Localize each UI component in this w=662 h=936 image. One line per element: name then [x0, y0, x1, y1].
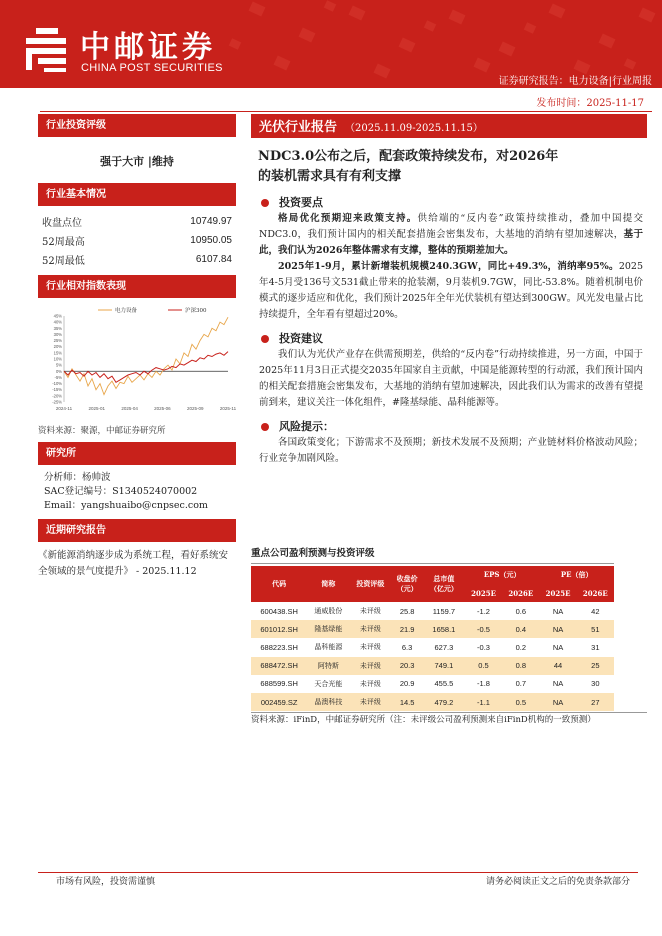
basic-info-table — [38, 212, 236, 269]
table-row — [251, 693, 614, 711]
cell-eps25: -0.3 — [477, 642, 490, 652]
report-period: （2025.11.09-2025.11.15） — [345, 123, 483, 134]
cell-mcap: 749.1 — [423, 657, 465, 675]
cell-eps26: 0.4 — [502, 620, 539, 638]
cell-rating: 未评级 — [349, 620, 391, 638]
cell-name: 阿特斯 — [307, 657, 349, 675]
cell-price: 20.9 — [399, 679, 415, 689]
cell-eps26: 0.2 — [515, 642, 526, 652]
analyst-info — [38, 465, 236, 519]
table-row — [251, 638, 614, 656]
col-mcap — [423, 566, 465, 602]
col-pe-2025: 2025E — [539, 584, 576, 602]
cell-price: 21.9 — [391, 620, 423, 638]
cell-eps25: -0.5 — [465, 620, 502, 638]
analyst-email[interactable]: Email：yangshuaibo@cnpsec.com — [44, 500, 208, 511]
col-mcap-label: 总市值 — [433, 574, 455, 583]
y-tick-label: -15% — [52, 387, 62, 393]
cell-rating: 未评级 — [359, 679, 381, 688]
y-tick-label: 25% — [53, 338, 62, 344]
brand-name-cn: 中邮证券 — [80, 30, 216, 65]
cell-price: 6.3 — [401, 642, 413, 652]
cell-pe26: 31 — [591, 642, 600, 652]
headline-line-2: 的装机需求具有有利支撑 — [258, 169, 402, 184]
cell-mcap: 1159.7 — [432, 606, 456, 616]
col-eps-2026: 2026E — [502, 584, 539, 602]
x-tick-label: 2025-06 — [154, 406, 171, 411]
y-tick-label: -20% — [52, 393, 62, 399]
table-row — [251, 675, 614, 693]
cell-name: 隆基绿能 — [307, 620, 349, 638]
x-tick-label: 2024-11 — [55, 406, 73, 411]
cell-pe26: 27 — [577, 693, 614, 711]
cell-code: 688472.SH — [251, 657, 307, 675]
chart-source: 资料来源：聚源，中邮证券研究所 — [38, 426, 166, 436]
headline-line-1: NDC3.0公布之后，配套政策持续发布，对2026年 — [258, 149, 559, 164]
info-value: 6107.84 — [195, 254, 232, 265]
cell-eps25: 0.5 — [465, 657, 502, 675]
bullet-dot-icon — [261, 423, 269, 431]
cell-code: 688599.SH — [260, 679, 298, 689]
cell-pe26: 30 — [591, 679, 600, 689]
cell-pe25: NA — [552, 679, 564, 689]
forecast-table — [251, 566, 614, 711]
bullet-dot-icon — [261, 199, 269, 207]
cell-pe26: 42 — [591, 606, 600, 616]
footer-rule — [38, 872, 638, 873]
publish-date-row — [0, 94, 662, 114]
info-row — [38, 212, 236, 231]
point-paragraph-2 — [251, 259, 647, 323]
report-title: 光伏行业报告 — [259, 120, 338, 135]
risk-heading — [251, 419, 647, 435]
y-tick-label: -25% — [52, 399, 62, 405]
cell-mcap: 627.3 — [434, 642, 454, 652]
cell-price: 20.3 — [391, 657, 423, 675]
main-content — [251, 114, 647, 467]
left-sidebar — [38, 114, 236, 580]
research-heading: 研究所 — [38, 442, 236, 465]
risk-heading-text: 风险提示： — [279, 420, 334, 433]
x-tick-label: 2025-11 — [219, 406, 236, 411]
basic-info-heading: 行业基本情况 — [38, 183, 236, 206]
y-tick-label: 15% — [53, 350, 62, 356]
y-tick-label: 0% — [55, 368, 62, 374]
advice-heading — [251, 331, 647, 347]
points-heading — [251, 195, 647, 211]
col-eps: EPS（元） — [465, 566, 540, 584]
cell-eps26: 0.7 — [515, 679, 526, 689]
cell-rating: 未评级 — [359, 643, 381, 652]
info-label: 收盘点位 — [42, 218, 82, 229]
table-source: 资料来源：iFinD，中邮证券研究所（注：未评级公司盈利预测来自iFinD机构的一致预测） — [251, 712, 647, 727]
bullet-dot-icon — [261, 335, 269, 343]
header-rule — [40, 111, 652, 112]
p1-text: 供给端的“反内卷”政策持续推动，叠加中国提交NDC3.0，我们预计国内的相关配套措施会密集发布，大基地的消纳有望加速解决， — [259, 213, 643, 240]
cell-pe25: NA — [552, 606, 564, 616]
y-tick-label: 30% — [53, 331, 62, 337]
cell-name: 通威股份 — [314, 607, 343, 616]
cell-name: 天合光能 — [314, 679, 343, 688]
cell-eps26: 0.5 — [502, 693, 539, 711]
cell-pe25: NA — [539, 620, 576, 638]
cell-pe25: NA — [539, 693, 576, 711]
y-tick-label: -5% — [54, 374, 62, 380]
y-tick-label: 35% — [53, 325, 62, 331]
cell-mcap: 479.2 — [423, 693, 465, 711]
cell-rating: 未评级 — [359, 607, 381, 616]
col-rating: 投资评级 — [349, 566, 391, 602]
advice-paragraph: 我们认为光伏产业存在供需预期差，供给的“反内卷”行动持续推进，另一方面，中国于2025年11月3日正式提交2035年国家自主贡献，中国是能源转型的行动派，我们预计国内的相关配套措施会密集发布，大基地的消纳有望加速解决，因此我们认为需求的改善有望提前到来，建议关注一体化组件，#隆基绿能、晶科能源等。 — [259, 349, 643, 408]
x-tick-label: 2025-09 — [186, 406, 204, 411]
cell-code: 600438.SH — [260, 606, 298, 616]
y-tick-label: 20% — [53, 344, 62, 350]
x-tick-label: 2025-04 — [121, 406, 138, 411]
advice-heading-text: 投资建议 — [279, 332, 323, 345]
col-code: 代码 — [251, 566, 307, 602]
cell-eps25: -1.2 — [477, 606, 490, 616]
y-tick-label: 40% — [53, 319, 62, 325]
info-value: 10950.05 — [190, 235, 232, 246]
brand-name-en: CHINA POST SECURITIES — [81, 62, 223, 74]
info-label: 52周最高 — [42, 237, 85, 248]
cell-price: 25.8 — [399, 606, 415, 616]
risk-paragraph: 各国政策变化；下游需求不及预期；新技术发展不及预期；产业链材料价格波动风险；行业竞争加剧风险。 — [259, 437, 643, 464]
series-line-csi300 — [64, 352, 228, 383]
cell-price: 14.5 — [391, 693, 423, 711]
info-value: 10749.97 — [190, 216, 232, 227]
points-heading-text: 投资要点 — [279, 196, 323, 209]
col-eps-2025: 2025E — [465, 584, 502, 602]
col-price — [391, 566, 423, 602]
cell-pe26: 25 — [577, 657, 614, 675]
x-tick-label: 2025-01 — [88, 406, 106, 411]
p2-emphasis: 2025年1-9月，累计新增装机规模240.3GW，同比+49.3%，消纳率95%。 — [278, 261, 619, 272]
headline — [251, 147, 647, 187]
table-row — [251, 657, 614, 675]
cell-name: 晶科能源 — [314, 643, 343, 652]
cell-rating: 未评级 — [349, 693, 391, 711]
info-label: 52周最低 — [42, 256, 85, 267]
footer-risk-note: 市场有风险，投资需谨慎 — [56, 877, 156, 887]
cell-pe25: NA — [552, 642, 564, 652]
col-name: 简称 — [307, 566, 349, 602]
col-price-unit: （元） — [396, 584, 418, 593]
table-title: 重点公司盈利预测与投资评级 — [251, 545, 614, 564]
table-header-row — [251, 566, 614, 584]
cell-rating: 未评级 — [349, 657, 391, 675]
table-body — [251, 602, 614, 711]
cell-mcap: 1658.1 — [423, 620, 465, 638]
cell-eps26: 0.8 — [502, 657, 539, 675]
table-row — [251, 620, 614, 638]
relative-index-chart — [38, 302, 236, 418]
china-post-logo-icon — [18, 22, 72, 76]
cell-eps25: -1.8 — [477, 679, 490, 689]
p1-emphasis-1: 格局优化预期迎来政策支持。 — [278, 213, 418, 224]
y-tick-label: -10% — [52, 381, 62, 387]
header-banner — [0, 0, 662, 88]
legend-label: 电力设备 — [115, 308, 138, 314]
analyst-name: 分析师：杨帅波 — [44, 472, 111, 483]
cell-eps25: -1.1 — [465, 693, 502, 711]
cell-pe26: 51 — [577, 620, 614, 638]
series-line-power-equipment — [64, 317, 228, 394]
industry-rating: 强于大市 |维持 — [100, 155, 174, 168]
rating-heading: 行业投资评级 — [38, 114, 236, 137]
cell-pe25: 44 — [539, 657, 576, 675]
recent-report-link[interactable]: 《新能源消纳逐步成为系统工程，看好系统安全领域的景气度提升》 - 2025.11.12 — [38, 550, 229, 577]
table-row — [251, 602, 614, 620]
analyst-sac: SAC登记编号：S1340524070002 — [44, 486, 198, 497]
y-tick-label: 10% — [53, 356, 62, 362]
col-pe-2026: 2026E — [577, 584, 614, 602]
p1-emphasis-2: 基于此，我们认为2026年整体需求有支撑，整体的预期差加大。 — [259, 229, 643, 256]
col-price-label: 收盘价 — [396, 574, 418, 583]
publish-date: 发布时间：2025-11-17 — [536, 98, 644, 109]
footer-disclaimer: 请务必阅读正文之后的免责条款部分 — [485, 877, 630, 887]
col-mcap-unit: （亿元） — [429, 584, 458, 593]
cell-code: 688223.SH — [260, 642, 298, 652]
report-title-bar — [251, 114, 647, 138]
chart-svg — [38, 302, 236, 418]
cell-code: 002459.SZ — [251, 693, 307, 711]
cell-name: 晶澳科技 — [307, 693, 349, 711]
y-tick-label: 5% — [55, 362, 62, 368]
report-type: 证券研究报告：电力设备|行业周报 — [498, 76, 652, 87]
recent-reports-heading: 近期研究报告 — [38, 519, 236, 542]
relative-index-heading: 行业相对指数表现 — [38, 275, 236, 298]
info-row — [38, 250, 236, 269]
cell-mcap: 455.5 — [434, 679, 454, 689]
point-paragraph-1 — [251, 211, 647, 259]
cell-eps26: 0.6 — [515, 606, 526, 616]
cell-code: 601012.SH — [251, 620, 307, 638]
legend-label: 沪深300 — [185, 308, 207, 314]
y-tick-label: 45% — [53, 313, 62, 319]
col-pe: PE（倍） — [539, 566, 614, 584]
p2-text: 2025年4-5月受136号文531截止带来的抢装潮，9月装机9.7GW，同比-53.8%。随着机制电价模式的逐步适应和优化，我们预计2025年全年光伏装机有望达到300GW。风光发电量占比持续提升，全年看有望超过20%。 — [259, 261, 643, 320]
info-row — [38, 231, 236, 250]
